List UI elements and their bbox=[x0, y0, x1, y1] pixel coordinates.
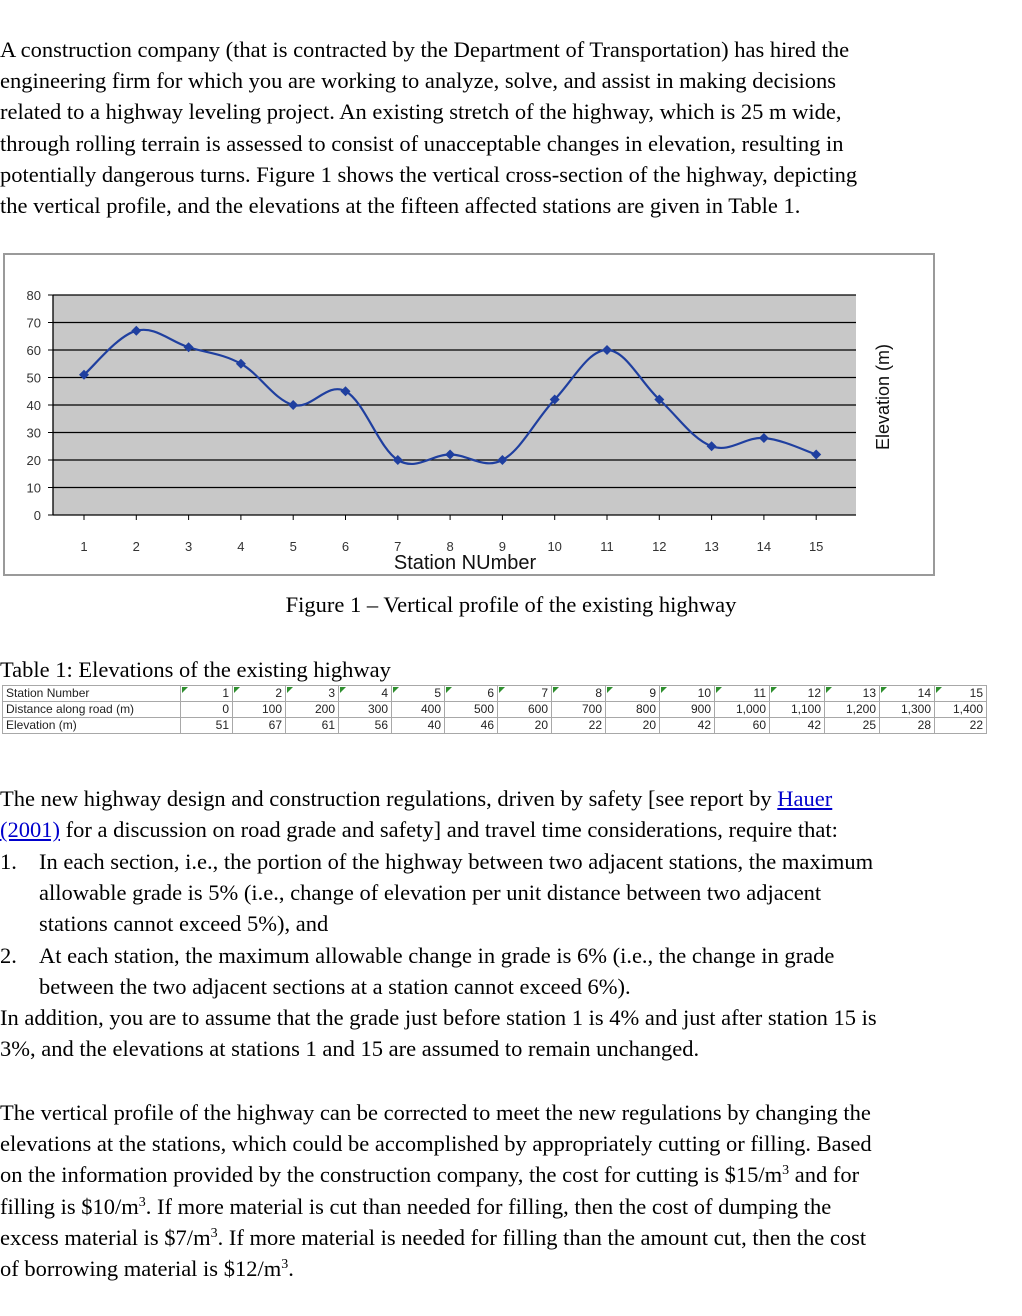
cost-paragraph: The vertical profile of the highway can be corrected to meet the new regulations by changing the elevations at the stations, which could be accomplished by appropriately cutting or filling. Based on the information provided by the construction company, the cost for cutting is $\$15/m^3$ and for filling is $\$10/m^3$. If more material is cut than needed for filling, then the cost of dumping the excess material is $\$7/m^3$. If more material is needed for filling than the amount cut, then the cost of borrowing material is $\$12/m^3$. bbox=[0, 1100, 872, 1282]
table-cell: 1,300 bbox=[880, 702, 935, 718]
intro-line: the vertical profile, and the elevations at the fifteen affected stations are given in Table 1. bbox=[0, 193, 801, 219]
y-tick-label: 40 bbox=[26, 398, 41, 413]
y-tick-label: 20 bbox=[26, 453, 41, 468]
table-cell: 300 bbox=[339, 702, 392, 718]
table-cell: 61 bbox=[286, 718, 339, 734]
table-cell: 1,100 bbox=[770, 702, 825, 718]
regulations-paragraph bbox=[0, 783, 1020, 845]
intro-line: engineering firm for which you are working to analyze, solve, and assist in making decisions bbox=[0, 68, 837, 94]
regulations-line: (2001) for a discussion on road grade and safety] and travel time considerations, require that: bbox=[0, 817, 838, 843]
table-row bbox=[3, 702, 987, 718]
table-cell: 8 bbox=[552, 686, 606, 702]
x-tick-label: 10 bbox=[547, 539, 562, 554]
intro-line: through rolling terrain is assessed to consist of unacceptable changes in elevation, resulting in bbox=[0, 130, 844, 156]
y-tick-label: 50 bbox=[26, 370, 41, 386]
x-tick-label: 15 bbox=[808, 539, 824, 554]
x-tick-label: 7 bbox=[394, 539, 402, 554]
table-cell: 42 bbox=[770, 718, 825, 734]
table-cell: 600 bbox=[498, 702, 552, 718]
y-tick-label: 0 bbox=[33, 508, 41, 523]
x-tick-label: 4 bbox=[237, 539, 245, 554]
table-cell: 42 bbox=[660, 718, 715, 734]
intro-line: potentially dangerous turns. Figure 1 shows the vertical cross-section of the highway, depicting bbox=[0, 161, 858, 187]
intro-line: A construction company (that is contracted by the Department of Transportation) has hired the bbox=[0, 37, 850, 62]
table-cell: 11 bbox=[715, 686, 770, 702]
x-tick-label: 14 bbox=[756, 539, 772, 554]
table-cell: 22 bbox=[935, 718, 987, 734]
intro-paragraph bbox=[0, 34, 1020, 221]
row-header: Elevation (m) bbox=[3, 718, 181, 734]
y-axis-label: Elevation (m) bbox=[873, 343, 893, 451]
x-axis-label: Station NUmber bbox=[393, 552, 537, 574]
table-cell: 1,000 bbox=[715, 702, 770, 718]
x-tick-label: 8 bbox=[446, 539, 454, 554]
table-cell: 22 bbox=[552, 718, 606, 734]
table-cell: 7 bbox=[498, 686, 552, 702]
intro-line: related to a highway leveling project. An existing stretch of the highway, which is 25 m wide, bbox=[0, 99, 842, 125]
table-title: Table 1: Elevations of the existing highway bbox=[0, 657, 391, 682]
table-cell: 200 bbox=[286, 702, 339, 718]
table-cell: 40 bbox=[392, 718, 445, 734]
table-row bbox=[3, 718, 987, 734]
regulations-line: The new highway design and construction regulations, driven by safety [see report by Hauer bbox=[0, 786, 833, 811]
hauer-link[interactable]: Hauer bbox=[777, 786, 833, 811]
hauer-year-link[interactable]: (2001) bbox=[0, 817, 60, 843]
table-cell: 900 bbox=[660, 702, 715, 718]
figure-caption: Figure 1 – Vertical profile of the existing highway bbox=[285, 592, 737, 617]
y-tick-label: 30 bbox=[26, 425, 41, 441]
y-tick-label: 10 bbox=[26, 480, 41, 496]
table-cell: 46 bbox=[445, 718, 498, 734]
x-tick-label: 13 bbox=[704, 539, 719, 554]
y-tick-label: 80 bbox=[26, 288, 41, 303]
table-cell: 20 bbox=[498, 718, 552, 734]
table-cell: 1 bbox=[181, 686, 233, 702]
table-cell: 400 bbox=[392, 702, 445, 718]
table-cell: 1,200 bbox=[825, 702, 880, 718]
table-cell: 20 bbox=[606, 718, 660, 734]
table-cell: 15 bbox=[935, 686, 987, 702]
table-cell: 700 bbox=[552, 702, 606, 718]
table-cell: 800 bbox=[606, 702, 660, 718]
superscript: 3 bbox=[138, 1194, 146, 1210]
list-item: 1. In each section, i.e., the portion of the highway between two adjacent stations, the maximum allowable grade is 5% (i.e., change of elevation per unit distance between two adjacent stations cannot exceed 5%), and bbox=[0, 846, 873, 940]
table-cell: 6 bbox=[445, 686, 498, 702]
x-tick-label: 1 bbox=[80, 539, 88, 554]
x-tick-label: 6 bbox=[341, 539, 350, 554]
elevation-table bbox=[2, 685, 987, 734]
table-cell: 100 bbox=[233, 702, 286, 718]
superscript: 3 bbox=[210, 1225, 218, 1241]
table-cell: 2 bbox=[233, 686, 286, 702]
row-header: Station Number bbox=[3, 686, 181, 702]
table-cell: 3 bbox=[286, 686, 339, 702]
table-cell: 60 bbox=[715, 718, 770, 734]
elevation-chart-svg bbox=[5, 255, 933, 574]
x-tick-label: 3 bbox=[184, 539, 193, 554]
row-header: Distance along road (m) bbox=[3, 702, 181, 718]
table-cell: 13 bbox=[825, 686, 880, 702]
x-tick-label: 5 bbox=[289, 539, 297, 554]
list-marker: 1. bbox=[0, 849, 17, 874]
table-cell: 500 bbox=[445, 702, 498, 718]
y-tick-label: 70 bbox=[26, 315, 41, 331]
table-cell: 28 bbox=[880, 718, 935, 734]
elevation-chart bbox=[3, 253, 935, 576]
addition-paragraph: In addition, you are to assume that the grade just before station 1 is 4% and just after station 15 is 3%, and the elevations at stations 1 and 15 are assumed to remain unchanged. bbox=[0, 1005, 877, 1062]
requirements-list bbox=[0, 846, 873, 1002]
table-cell: 9 bbox=[606, 686, 660, 702]
superscript: 3 bbox=[782, 1163, 790, 1179]
table-cell: 0 bbox=[181, 702, 233, 718]
superscript: 3 bbox=[281, 1257, 289, 1273]
x-tick-label: 2 bbox=[132, 539, 140, 554]
y-tick-label: 60 bbox=[26, 343, 41, 358]
list-marker: 2. bbox=[0, 942, 17, 968]
table-cell: 12 bbox=[770, 686, 825, 702]
table-cell: 51 bbox=[181, 718, 233, 734]
table-cell: 1,400 bbox=[935, 702, 987, 718]
table-row bbox=[3, 686, 987, 702]
table-cell: 25 bbox=[825, 718, 880, 734]
table-cell: 56 bbox=[339, 718, 392, 734]
x-tick-label: 12 bbox=[652, 539, 667, 554]
table-cell: 10 bbox=[660, 686, 715, 702]
table-cell: 14 bbox=[880, 686, 935, 702]
table-cell: 67 bbox=[233, 718, 286, 734]
list-item: 2. At each station, the maximum allowable change in grade is 6% (i.e., the change in grade between the two adjacent sections at a station cannot exceed 6%). bbox=[0, 940, 873, 1002]
table-cell: 5 bbox=[392, 686, 445, 702]
table-cell: 4 bbox=[339, 686, 392, 702]
x-tick-label: 9 bbox=[498, 539, 507, 554]
x-tick-label: 11 bbox=[600, 539, 614, 554]
